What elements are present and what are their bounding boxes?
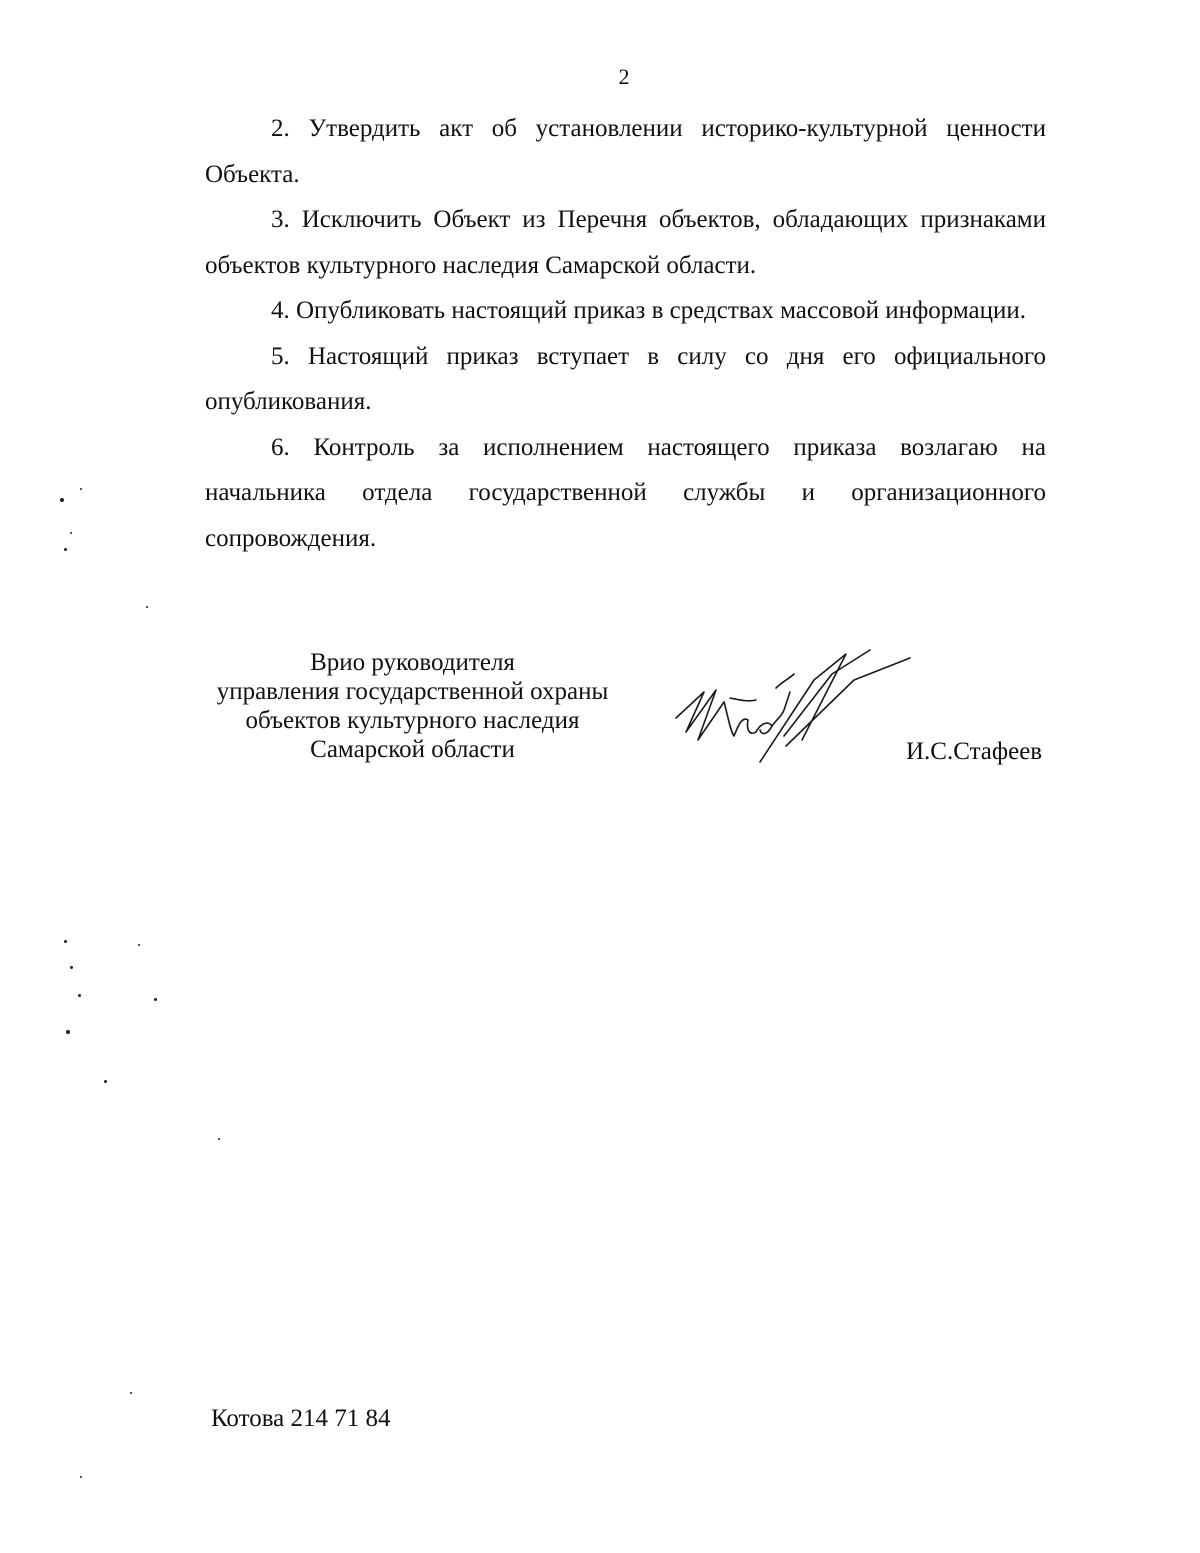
page-number: 2 bbox=[618, 64, 630, 89]
executor-contact: Котова 214 71 84 bbox=[211, 1405, 391, 1432]
paragraph-item-4: 4. Опубликовать настоящий приказ в средствах массовой информации. bbox=[271, 297, 1027, 324]
order-body bbox=[205, 106, 1046, 561]
signatory-title-line: Самарской области bbox=[310, 736, 515, 763]
paragraph-item-2: 2. Утвердить акт об установлении историко-культурной ценности Объекта. bbox=[205, 115, 1046, 188]
signatory-title-line: управления государственной охраны bbox=[216, 678, 609, 705]
signatory-title bbox=[205, 648, 620, 764]
handwritten-signature bbox=[664, 640, 924, 770]
signatory-title-line: Врио руководителя bbox=[310, 649, 515, 676]
paragraph-item-5: 5. Настоящий приказ вступает в силу со дня его официального опубликования. bbox=[205, 342, 1046, 415]
paragraph-item-6: 6. Контроль за исполнением настоящего приказа возлагаю на начальника отдела государственной службы и организационного сопровождения. bbox=[205, 433, 1046, 552]
paragraph-item-3: 3. Исключить Объект из Перечня объектов, обладающих признаками объектов культурного наследия Самарской области. bbox=[205, 206, 1046, 279]
signatory-title-line: объектов культурного наследия bbox=[245, 707, 580, 734]
signatory-name: И.С.Стафеев bbox=[906, 738, 1043, 765]
